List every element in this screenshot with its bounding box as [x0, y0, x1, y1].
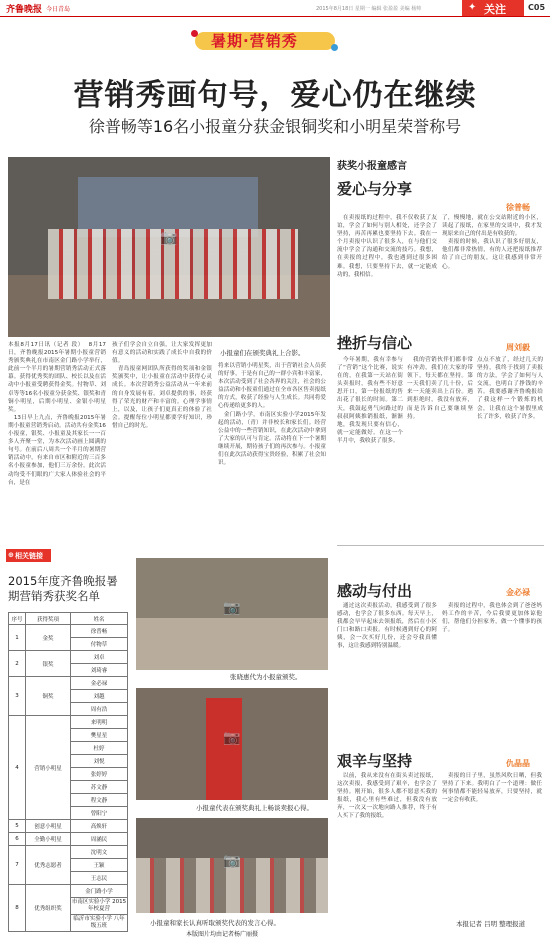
side-photo-3: [136, 818, 328, 913]
award-name: 创意小明星: [26, 820, 71, 833]
love-share-col-2: 了，慢慢地，就在公交站附近的小区，读起了报纸，在家里的交谈中，我才发现原来自己的付出是有收获的。 卖报的时候，我认识了很多好朋友，他们都非常热情，有的人还把报纸推荐给了自己的朋友，这让我感到非常开心。: [442, 215, 542, 270]
winner-name: 沈明文: [71, 846, 128, 859]
camera-icon: 📷: [160, 230, 178, 246]
winner-name: 市南区实验小学 2015年校夏营: [71, 898, 128, 915]
camera-icon: 📷: [223, 852, 241, 869]
divider: [337, 545, 544, 546]
setback-heading: 挫折与信心: [337, 334, 413, 352]
headline: 营销秀画句号，爱心仍在继续: [73, 78, 477, 113]
row-number: 3: [9, 677, 26, 716]
winner-name: 张婷婷: [71, 768, 128, 781]
winner-name: 周有浩: [71, 703, 128, 716]
photo-table: [136, 618, 328, 670]
header-name: 姓名: [71, 613, 128, 625]
page-number: C05: [528, 3, 546, 12]
winner-name: 樊星星: [71, 729, 128, 742]
table-row: [9, 846, 128, 859]
row-number: 4: [9, 716, 26, 820]
award-name: 金奖: [26, 625, 71, 651]
awards-table-wrap: [8, 612, 128, 932]
article-col-3: 将来以营销小明星奖，出于营销社会人员获的好事，于是有自己的一群小宾和丰富家，本次活动受到了社会各界的关注，社会的公益活动和小报童们通过在全市各区售卖报纸的方式，收获了经验与人生成长。共同将爱心传递给更多的人。 金门路小学，市南区实验小学2015年发起的活动，（青）并非校长和家长们。经营公益中的一些营销知识，在此次活动中拿到了大家的认可与肯定。活动将在下一个暑期继续开展，期待孩子们的再次参与。小报童们在此次活动获得宝贵经验，积累了社会知识。: [218, 363, 326, 467]
banner-dot-icon: [331, 44, 338, 51]
love-share-col-1: 在卖报纸的过程中，我不仅收获了友谊，学会了如何与别人相处，还学会了坚持，再苦再累也要坚持下去。我在一个月卖报中认识了很多人，在与他们交流中学会了沟通和交流的技巧。我想，在卖报的过程中，我也遇到过很多困难。我想，只要坚持下去，就一定能成功的，我相信。: [337, 215, 437, 278]
winner-name: 付物草: [71, 638, 128, 651]
winner-name: 刘卓: [71, 651, 128, 664]
winner-name: 程文静: [71, 794, 128, 807]
setback-col-1: 今年暑期，我有幸参与了“营销”这个比赛，说实在的，在我第一天站在街头卖报时，我有些不好意思开口，第一份报纸的售出花了很长的时间。第二天，我鼓起勇气向路过的叔叔阿姨推销报纸，渐渐地，我发现只要有信心，就一定能做好。在这一个半月中，我收获了很多。: [337, 357, 403, 444]
winner-name: 刘悦: [71, 755, 128, 768]
love-share-author: 徐普畅: [506, 203, 530, 212]
related-tag-label: 相关链接: [15, 552, 43, 560]
related-tag: [6, 549, 51, 562]
awards-table: [8, 612, 128, 932]
row-number: 6: [9, 833, 26, 846]
table-row: [9, 885, 128, 898]
speaker-figure: [206, 698, 242, 800]
love-share-heading: 爱心与分享: [337, 180, 413, 198]
winner-name: 金门路小学: [71, 885, 128, 898]
setback-col-3: 点点不放了，经过几天的坚持，我终于找到了卖报的方法，学会了如何与人交流，也明白了挣钱的辛苦。我要感谢齐鲁晚报给了我这样一个锻炼的机会，让我在这个暑假里成长了许多，收获了许多。: [477, 357, 543, 420]
section-name: 今日青岛: [46, 6, 71, 13]
winner-name: 临沂市实验小学 八年级五班: [71, 915, 128, 932]
table-row: [9, 651, 128, 664]
side-photo-3-caption: 小报童和家长认真听取颁奖代表的发言心得。: [150, 919, 280, 927]
winner-name: 杜婷: [71, 742, 128, 755]
winner-name: 王颖: [71, 859, 128, 872]
star-icon: ✦: [468, 2, 477, 13]
paper-logo: 齐鲁晚报: [6, 5, 43, 15]
row-number: 2: [9, 651, 26, 677]
focus-badge: [462, 0, 524, 16]
winner-name: 徐普畅: [71, 625, 128, 638]
table-row: [9, 820, 128, 833]
subheadline: 徐普畅等16名小报童分获金银铜奖和小明星荣誉称号: [88, 117, 462, 136]
header-no: 序号: [9, 613, 26, 625]
setback-author: 周刘毅: [506, 343, 530, 352]
winner-name: 王志民: [71, 872, 128, 885]
table-row: [9, 625, 128, 638]
page-header: [0, 0, 550, 17]
article-col-1: 本报8月17日讯（记者 段） 8月17日，齐鲁晚报2015年暑期小报童营销秀颁奖典礼在市南区金门路小学举行，此前一个半月的暑期营销秀活动正式落幕。获得优秀奖的团队、校长以及在活动中小报童受聘获得金奖。付物草、刘卓等等16名小报童分获金奖、银奖和青铜小明星，后期小明星、金银小明星奖。 13日早上九点，齐鲁晚报2015年暑期小报童营销秀启动。活动共有金奖16小报童，银奖、小报童及其家长一一百多人齐聚一堂，为本次活动画上圆满的句号。在前后八周共一个半月的暑期营销活动中，有来自市区和附近的三百多名小报童参加，他们三万余份。此次活动均受不们眼的广大家人体验社会的平台，是在: [8, 342, 106, 486]
main-photo: [8, 157, 330, 337]
award-name: 全勤小明星: [26, 833, 71, 846]
side-photo-2: [136, 688, 328, 800]
thanks-col-1: 通过这次卖报活动，我感受到了很多感动，也学会了很多东西。每天早上，我都会早早起床去领报纸，然后在小区门口和路口卖报。有时候遇到好心的阿姨，会一次买好几份，还会夸我真懂事，这让我感到特别温暖。: [337, 603, 437, 650]
issue-info: 2015年8月18日 星期一 编辑 张盈盈 美编 杨帅: [316, 6, 422, 12]
focus-label: 关注: [484, 3, 506, 16]
winner-name: 高焕轩: [71, 820, 128, 833]
award-name: 优秀组织奖: [26, 885, 71, 932]
banner-label: 暑期·营销秀: [211, 32, 298, 50]
winner-name: 来明明: [71, 716, 128, 729]
feelings-title: 获奖小报童感言: [337, 161, 407, 172]
winner-name: 周涵民: [71, 833, 128, 846]
award-name: 优秀志愿者: [26, 846, 71, 885]
winner-name: 苏文静: [71, 781, 128, 794]
hardship-col-1: 以前，我从来没有在街头卖过报纸，这次卖报，我感受到了艰辛，也学会了坚持。刚开始，很多人都不愿意买我的报纸，我心里有些难过，但我没有放弃，一次又一次地向路人推荐，终于有人买下了我的报纸。: [337, 773, 437, 820]
link-icon: ⊕: [8, 551, 14, 559]
hardship-heading: 艰辛与坚持: [337, 752, 413, 770]
row-number: 5: [9, 820, 26, 833]
camera-icon: 📷: [223, 730, 241, 747]
main-photo-caption: 小报童们在颁奖典礼上合影。: [220, 349, 305, 357]
reporter-credit: 本报记者 吕明 整理报道: [456, 920, 526, 928]
related-title: 2015年度齐鲁晚报暑期营销秀获奖名单: [8, 574, 118, 603]
side-photo-1: [136, 558, 328, 670]
hardship-author: 仇晶晶: [506, 759, 530, 768]
table-header-row: [9, 613, 128, 625]
award-name: 铜奖: [26, 677, 71, 716]
table-row: [9, 716, 128, 729]
article-col-2: 孩子们学会自立自强，让大家发挥更加有意义的活动和实践了成长中自我的价值。 青岛报童网团队所获得的奖项和金银奖颁奖中，让小报童在活动中获得心灵成长。本次营销秀公益活动从一年来前的自身发展有着。刘卓提供的事，经获得了荣光的财产和丰富的。心理学事情上，以及，让孩子们更真正的体验了社会。提醒每位小明星都要学好知识，珍惜自己的时光。: [112, 342, 212, 429]
side-photo-1-caption: 张晓惠代为小报童颁奖。: [230, 673, 302, 681]
setback-col-2: 我的营销伙伴们都非常有冲劲，我们在大家的带领下，每天都在坚持。第一天我们卖了几十份，后来一天能卖出上百份。遇到拒绝时，我没有放弃，而是告诉自己要继续坚持。: [407, 357, 473, 420]
row-number: 8: [9, 885, 26, 932]
stage-screen: [78, 177, 258, 237]
winner-name: 曾阳宁: [71, 807, 128, 820]
winner-name: 刘越: [71, 690, 128, 703]
hardship-col-2: 卖报的日子里，虽然风吹日晒，但我坚持了下来。我明白了一个道理：做任何事情都不能轻易放弃，只要坚持，就一定会有收获。: [442, 773, 542, 804]
thanks-col-2: 卖报的过程中，我也体会到了爸爸妈妈工作的辛苦，今后我要更加体谅他们，帮他们分担家务，做一个懂事的孩子。: [442, 603, 542, 634]
row-number: 7: [9, 846, 26, 885]
thanks-author: 金必禄: [506, 588, 530, 597]
header-award: 获得奖项: [26, 613, 71, 625]
winner-name: 刘琦睿: [71, 664, 128, 677]
row-number: 1: [9, 625, 26, 651]
side-photo-2-caption: 小报童代表在颁奖典礼上畅谈卖报心得。: [196, 804, 313, 812]
section-banner: [195, 26, 340, 56]
banner-dot-icon: [191, 30, 198, 37]
photo-credit: 本版图片均由记者杨广丽摄: [186, 931, 259, 938]
camera-icon: 📷: [223, 600, 241, 617]
award-name: 银奖: [26, 651, 71, 677]
award-name: 营销小明星: [26, 716, 71, 820]
winner-name: 金必禄: [71, 677, 128, 690]
table-row: [9, 833, 128, 846]
table-row: [9, 677, 128, 690]
thanks-heading: 感动与付出: [337, 582, 413, 600]
